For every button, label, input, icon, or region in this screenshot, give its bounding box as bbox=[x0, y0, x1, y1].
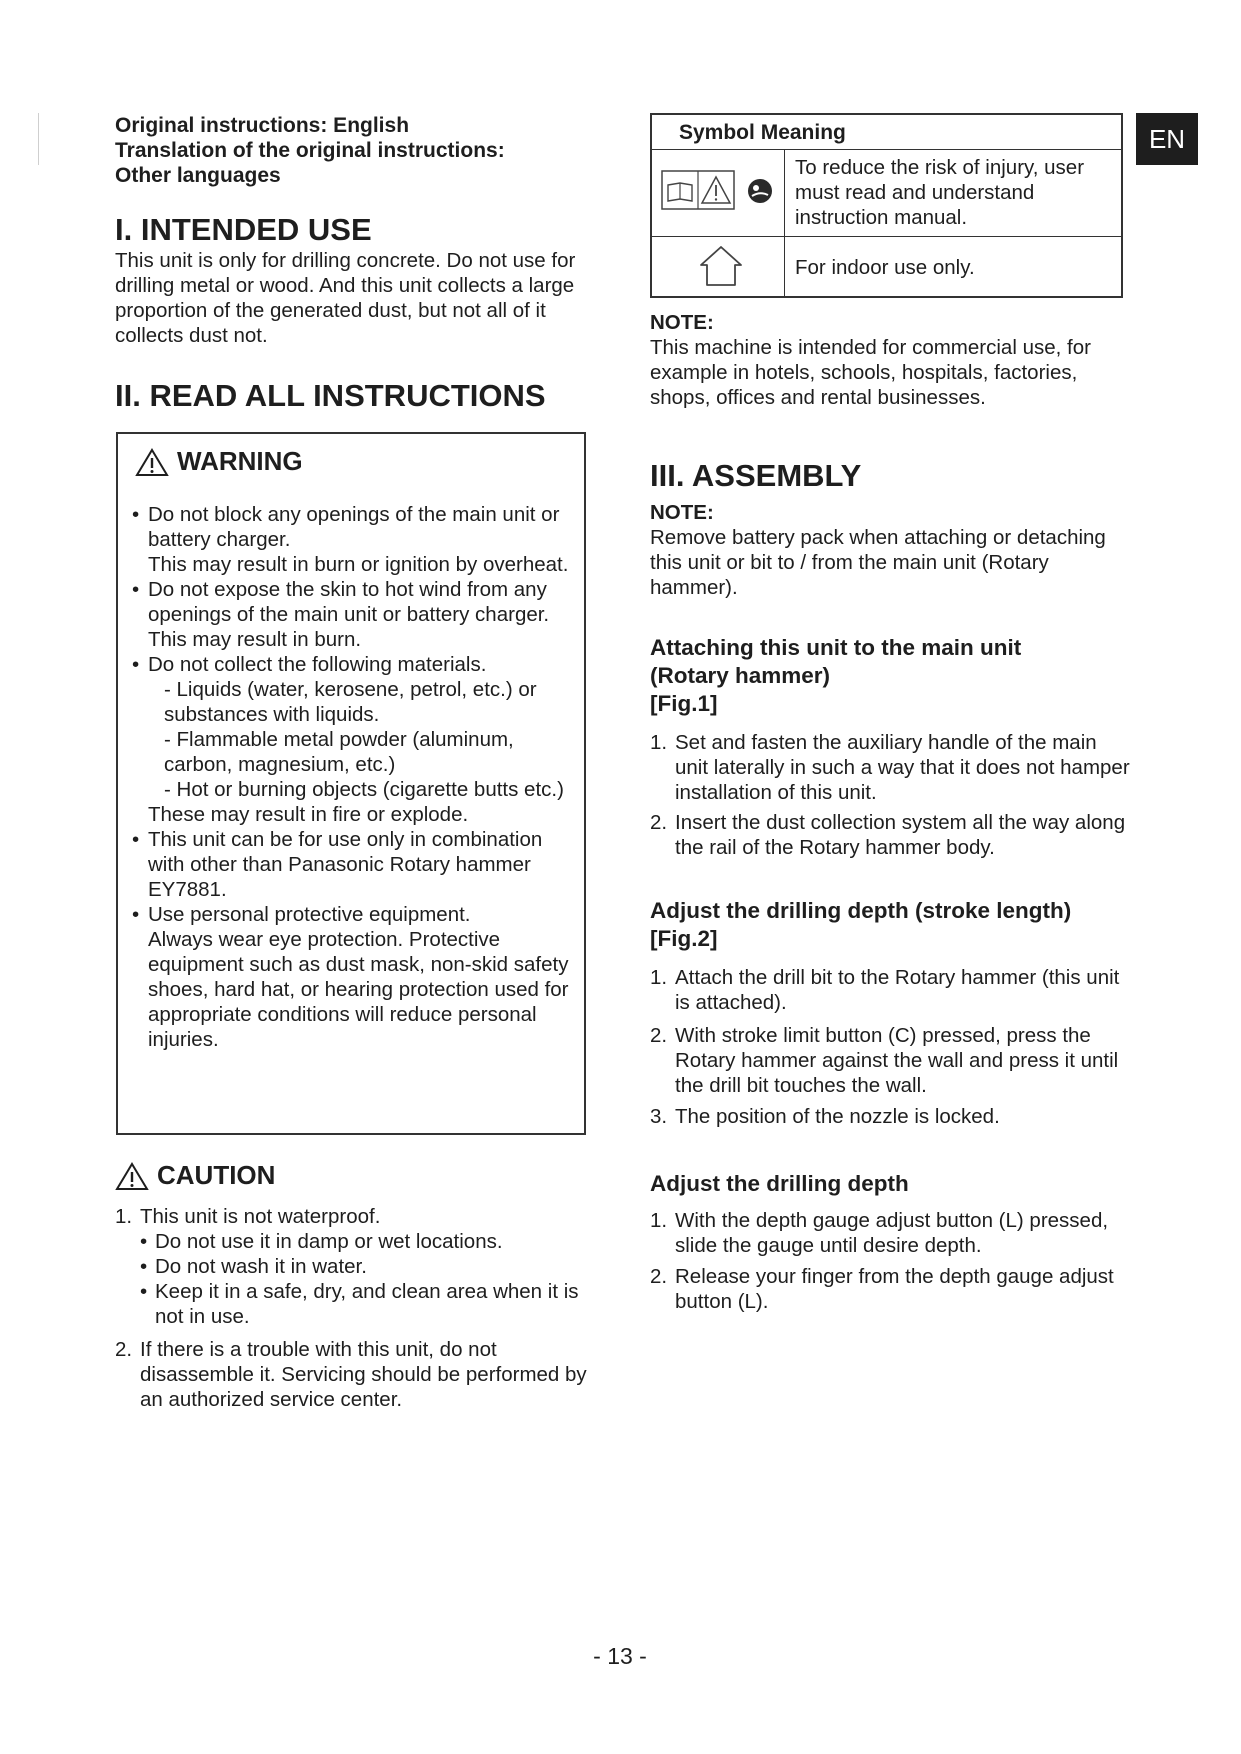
note-label: NOTE: bbox=[650, 311, 714, 334]
warning-heading bbox=[135, 446, 303, 477]
caution-sub-text: • Do not use it in damp or wet locations. bbox=[155, 1230, 503, 1253]
column-header-meaning: Meaning bbox=[760, 121, 846, 144]
stroke-length-title bbox=[650, 897, 1130, 953]
read-manual-symbol-icon bbox=[660, 163, 780, 223]
warning-text: • Do not block any openings of the main unit or battery charger. bbox=[148, 503, 560, 551]
symbol-meaning-table bbox=[650, 113, 1123, 298]
step-number: 2. bbox=[650, 1024, 668, 1047]
step-number: 2. bbox=[650, 811, 668, 834]
caution-list bbox=[115, 1204, 595, 1412]
depth-step bbox=[650, 1208, 1130, 1258]
other-languages-line: Other languages bbox=[115, 164, 281, 187]
caution-sub-wash bbox=[115, 1254, 595, 1279]
table-header bbox=[679, 121, 846, 145]
caution-sub-text: • Do not wash it in water. bbox=[155, 1255, 367, 1278]
intended-use-section bbox=[115, 212, 595, 348]
stroke-step bbox=[650, 1104, 1130, 1129]
warning-sub-metal-powder: - Flammable metal powder (aluminum, carbon, magnesium, etc.) bbox=[164, 728, 514, 776]
step-text: Release your finger from the depth gauge adjust button (L). bbox=[675, 1265, 1114, 1313]
attaching-title-line: Attaching this unit to the main unit bbox=[650, 635, 1022, 660]
margin-rule bbox=[38, 113, 39, 165]
caution-item-service bbox=[115, 1337, 595, 1412]
stroke-step bbox=[650, 1023, 1130, 1098]
row-read-manual-meaning: To reduce the risk of injury, user must read and understand instruction manual. bbox=[795, 156, 1085, 229]
intended-use-body: This unit is only for drilling concrete. Do not use for drilling metal or wood. And this unit collects a large proportion of the generated dust, but not all of it collects dust not. bbox=[115, 249, 576, 347]
figure-reference: [Fig.1] bbox=[650, 691, 718, 716]
caution-text: This unit is not waterproof. bbox=[140, 1205, 381, 1228]
language-tab: EN bbox=[1136, 113, 1198, 165]
step-text: With the depth gauge adjust button (L) pressed, slide the gauge until desire depth. bbox=[675, 1209, 1109, 1257]
warning-title: WARNING bbox=[177, 446, 303, 476]
stroke-length-section bbox=[650, 897, 1130, 1129]
stroke-step bbox=[650, 965, 1130, 1015]
indoor-use-house-icon bbox=[696, 243, 746, 289]
warning-item-openings bbox=[132, 502, 572, 577]
intended-use-title: I. INTENDED USE bbox=[115, 212, 372, 247]
depth-step bbox=[650, 1264, 1130, 1314]
warning-item-protective-equipment bbox=[132, 902, 572, 1052]
attaching-section bbox=[650, 634, 1130, 860]
assembly-note-body: Remove battery pack when attaching or detaching this unit or bit to / from the main unit (Rotary hammer). bbox=[650, 526, 1106, 599]
original-instructions-line: Original instructions: English bbox=[115, 114, 410, 137]
caution-triangle-icon bbox=[115, 1161, 149, 1191]
caution-item-number: 1. bbox=[115, 1205, 133, 1228]
step-text: Set and fasten the auxiliary handle of the main unit laterally in such a way that it does not hamper installation of this unit. bbox=[675, 731, 1130, 804]
warning-item-materials bbox=[132, 652, 572, 827]
row-indoor-meaning: For indoor use only. bbox=[795, 256, 975, 279]
caution-item-number: 2. bbox=[115, 1338, 133, 1361]
translation-line: Translation of the original instructions: bbox=[115, 139, 505, 162]
warning-text: • Use personal protective equipment. bbox=[148, 903, 471, 926]
warning-sub-liquids: - Liquids (water, kerosene, petrol, etc.) or substances with liquids. bbox=[164, 678, 537, 726]
warning-triangle-icon bbox=[135, 447, 169, 477]
step-number: 2. bbox=[650, 1265, 668, 1288]
warning-consequence: This may result in burn or ignition by overheat. bbox=[148, 553, 569, 576]
step-number: 3. bbox=[650, 1105, 668, 1128]
warning-text: • Do not collect the following materials. bbox=[148, 653, 487, 676]
assembly-title: III. ASSEMBLY bbox=[650, 458, 862, 493]
attaching-step bbox=[650, 810, 1130, 860]
warning-box bbox=[116, 432, 586, 1135]
table-column-rule bbox=[784, 149, 785, 296]
step-number: 1. bbox=[650, 966, 668, 989]
warning-consequence: This may result in burn. bbox=[148, 628, 362, 651]
assembly-section bbox=[650, 458, 1130, 600]
drilling-depth-section bbox=[650, 1170, 1130, 1314]
attaching-title bbox=[650, 634, 1130, 718]
caution-item-waterproof bbox=[115, 1204, 595, 1229]
instructions-language-header bbox=[115, 113, 585, 188]
stroke-title-line: Adjust the drilling depth (stroke length) bbox=[650, 898, 1072, 923]
drilling-depth-title: Adjust the drilling depth bbox=[650, 1171, 909, 1196]
table-rule bbox=[652, 236, 1121, 237]
read-all-instructions-title: II. READ ALL INSTRUCTIONS bbox=[115, 378, 546, 413]
step-text: Attach the drill bit to the Rotary hammer (this unit is attached). bbox=[675, 966, 1120, 1014]
caution-title: CAUTION bbox=[157, 1160, 276, 1190]
step-text: With stroke limit button (C) pressed, press the Rotary hammer against the wall and press it until the drill bit touches the wall. bbox=[675, 1024, 1119, 1097]
caution-sub-text: • Keep it in a safe, dry, and clean area when it is not in use. bbox=[155, 1280, 579, 1328]
warning-text: • Do not expose the skin to hot wind from any openings of the main unit or battery charger. bbox=[148, 578, 550, 626]
warning-text: • This unit can be for use only in combination with other than Panasonic Rotary hammer EY7881. bbox=[148, 828, 543, 901]
page-number: - 13 - bbox=[593, 1643, 647, 1669]
warning-consequence: Always wear eye protection. Protective equipment such as dust mask, non-skid safety shoes, hard hat, or hearing protection used for appropriate conditions will reduce personal injuries. bbox=[148, 928, 569, 1051]
caution-text: If there is a trouble with this unit, do not disassemble it. Servicing should be performed by an authorized service center. bbox=[140, 1338, 587, 1411]
attaching-title-line: (Rotary hammer) bbox=[650, 663, 831, 688]
step-number: 1. bbox=[650, 1209, 668, 1232]
commercial-use-note bbox=[650, 310, 1130, 410]
warning-item-compatibility bbox=[132, 827, 572, 902]
warning-list bbox=[132, 502, 572, 1052]
step-number: 1. bbox=[650, 731, 668, 754]
warning-consequence: These may result in fire or explode. bbox=[148, 803, 469, 826]
table-rule bbox=[652, 149, 1121, 150]
caution-heading bbox=[115, 1160, 275, 1191]
caution-sub-damp bbox=[115, 1229, 595, 1254]
figure-reference: [Fig.2] bbox=[650, 926, 718, 951]
step-text: The position of the nozzle is locked. bbox=[675, 1105, 1000, 1128]
attaching-step bbox=[650, 730, 1130, 805]
step-text: Insert the dust collection system all the way along the rail of the Rotary hammer body. bbox=[675, 811, 1126, 859]
assembly-note-label: NOTE: bbox=[650, 501, 714, 524]
note-body: This machine is intended for commercial use, for example in hotels, schools, hospitals, factories, shops, offices and rental businesses. bbox=[650, 336, 1091, 409]
warning-sub-hot-objects: - Hot or burning objects (cigarette butts etc.) bbox=[164, 778, 564, 801]
column-header-symbol: Symbol bbox=[679, 121, 755, 144]
caution-sub-storage bbox=[115, 1279, 595, 1329]
warning-item-hot-wind bbox=[132, 577, 572, 652]
